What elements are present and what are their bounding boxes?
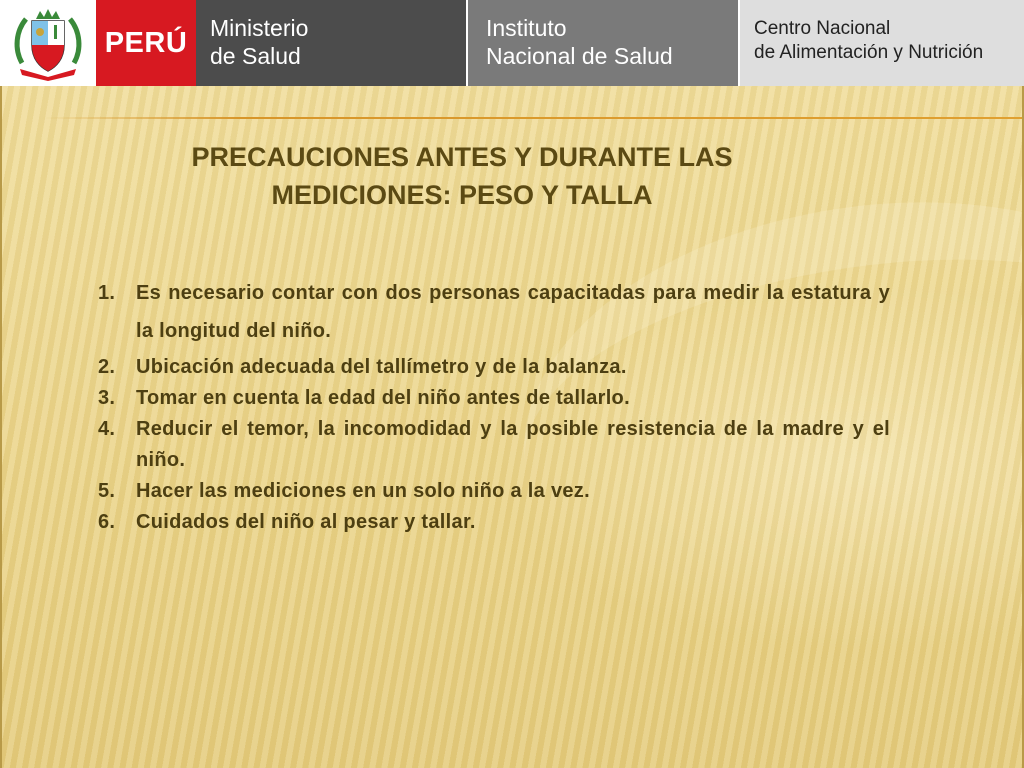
list-item-text: Cuidados del niño al pesar y tallar.	[136, 511, 476, 533]
institute-line-1: Instituto	[486, 15, 567, 41]
ministry-line-2: de Salud	[210, 43, 301, 69]
slide-title-line-1: PRECAUCIONES ANTES Y DURANTE LAS	[191, 142, 733, 172]
list-item-number: 6.	[98, 511, 116, 533]
accent-rule	[42, 117, 1024, 119]
center-line-2: de Alimentación y Nutrición	[754, 42, 984, 63]
country-label-box	[96, 0, 196, 86]
list-item	[98, 476, 890, 507]
list-item-number: 5.	[98, 480, 116, 502]
ministry-box	[196, 0, 468, 86]
center-box	[740, 0, 1024, 86]
header-banner	[0, 0, 1024, 86]
list-item-text: Hacer las mediciones en un solo niño a la vez.	[136, 480, 590, 502]
slide-body	[0, 86, 1024, 768]
list-item	[98, 274, 890, 350]
list-item-number: 1.	[98, 282, 116, 304]
precautions-list	[98, 274, 890, 538]
list-item-text: Reducir el temor, la incomodidad y la posible resistencia de la madre y el niño.	[136, 418, 890, 471]
list-item-number: 4.	[98, 418, 116, 440]
list-item	[98, 352, 890, 383]
center-line-1: Centro Nacional	[754, 18, 891, 39]
list-item	[98, 383, 890, 414]
seal-container	[0, 0, 96, 86]
country-label: PERÚ	[104, 26, 188, 59]
slide-title-line-2: MEDICIONES: PESO Y TALLA	[271, 180, 653, 210]
list-item-text: Es necesario contar con dos personas capacitadas para medir la estatura y la longitud del niño.	[136, 282, 890, 342]
list-item-text: Ubicación adecuada del tallímetro y de la balanza.	[136, 356, 627, 378]
institute-line-2: Nacional de Salud	[486, 43, 673, 69]
list-item-number: 2.	[98, 356, 116, 378]
institute-box	[468, 0, 740, 86]
ministry-line-1: Ministerio	[210, 15, 309, 41]
list-item-text: Tomar en cuenta la edad del niño antes de tallarlo.	[136, 387, 630, 409]
slide-title	[142, 138, 782, 214]
list-item	[98, 414, 890, 476]
list-item-number: 3.	[98, 387, 116, 409]
list-item	[98, 507, 890, 538]
peru-coat-of-arms-icon	[12, 5, 84, 81]
